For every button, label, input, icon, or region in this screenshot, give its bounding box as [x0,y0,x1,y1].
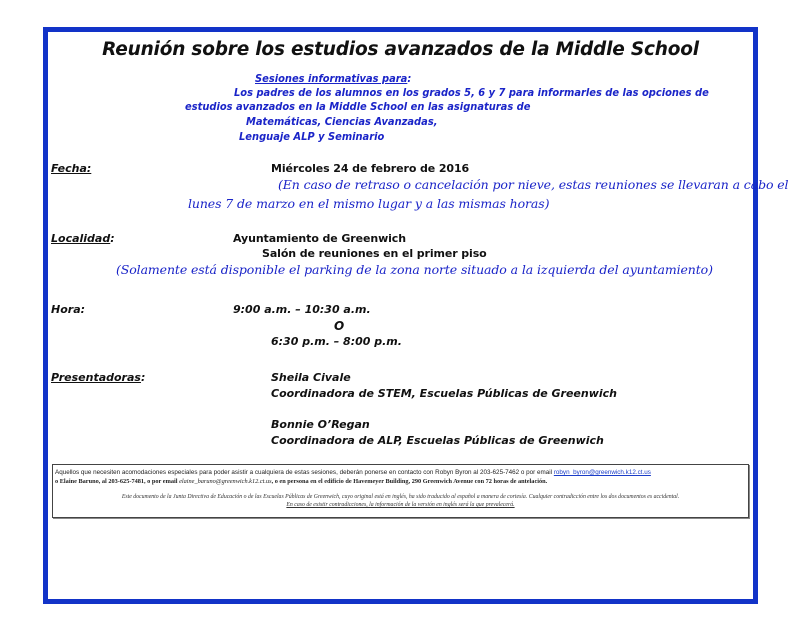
presentadoras-label [51,371,145,384]
presenter-2-role: Coordinadora de ALP, Escuelas Públicas de Greenwich [271,434,604,447]
presentadoras-label-colon: : [140,371,146,384]
intro-line-1: Los padres de los alumnos en los grados 5, 6 y 7 para informarles de las opciones de [234,86,709,99]
email-link-robyn-byron[interactable]: robyn_byron@greenwich.k12.ct.us [553,469,651,476]
intro-line-4: Lenguaje ALP y Seminario [239,130,385,143]
localidad-room: Salón de reuniones en el primer piso [262,247,487,260]
flyer-title: Reunión sobre los estudios avanzados de la Middle School [102,39,699,60]
translation-disclaimer-1: Este documento de la Junta Directiva de Educación o de las Escuelas Públicas de Greenwich, cuyo original está en inglés, ha sido traducido al español a manera de cortesía. Cualquier contradicción entre los dos documentos es accidental. [121,494,680,500]
fecha-value: Miércoles 24 de febrero de 2016 [271,162,470,175]
intro-heading-text: Sesiones informativas para [255,72,408,85]
hora-or: O [334,319,345,333]
localidad-label [51,232,115,245]
accommodations-notice [52,464,749,518]
intro-heading [255,72,411,85]
translation-disclaimer-2: En caso de existir contradicciones, la información de la versión en inglés será la que prevalecerá. [286,502,515,508]
localidad-parking-note: (Solamente está disponible el parking de la zona norte situado a la izquierda del ayuntamiento) [116,262,713,277]
hora-slot-1 [233,303,371,316]
flyer-frame [43,27,789,604]
email-elaine-baruno: elaine_baruno@greenwich.k12.ct.us [179,478,272,485]
intro-line-2: estudios avanzados en la Middle School en las asignaturas de [185,100,531,113]
localidad-label-text: Localidad [51,232,111,245]
presenter-1-role: Coordinadora de STEM, Escuelas Públicas de Greenwich [271,387,618,400]
fecha-note-line-2: lunes 7 de marzo en el mismo lugar y a las mismas horas) [188,196,550,211]
hora-slot-2: 6:30 p.m. – 8:00 p.m. [271,335,402,348]
presenter-1-name: Sheila Civale [271,371,351,384]
hora-slot-1-text: 9:00 a.m. – 10:30 a.m. [233,303,371,316]
notice-line-1 [55,469,651,476]
localidad-label-colon: : [110,232,115,245]
fecha-note-line-1: (En caso de retraso o cancelación por nieve, estas reuniones se llevaran a cabo el [278,177,789,192]
hora-label: Hora: [51,303,86,316]
intro-line-3: Matemáticas, Ciencias Avanzadas, [246,115,438,128]
notice-line-1-text: Aquellos que necesiten acomodaciones especiales para poder asistir a cualquiera de estas sesiones, deberán ponerse en contacto con Robyn Byron al 203-625-7462 o por email [55,469,554,476]
notice-line-2-text-b: , o en persona en el edificio de Havemeyer Building, 290 Greenwich Avenue con 72 horas de antelación. [271,478,548,485]
notice-line-2 [55,478,547,485]
intro-heading-colon: : [407,72,412,85]
fecha-label: Fecha: [51,162,92,175]
presenter-2-name: Bonnie O’Regan [271,418,370,431]
notice-line-2-text-a: o Elaine Baruno, al 203-625-7481, o por email [55,478,180,485]
presentadoras-label-text: Presentadoras [51,371,141,384]
localidad-place: Ayuntamiento de Greenwich [233,232,406,245]
